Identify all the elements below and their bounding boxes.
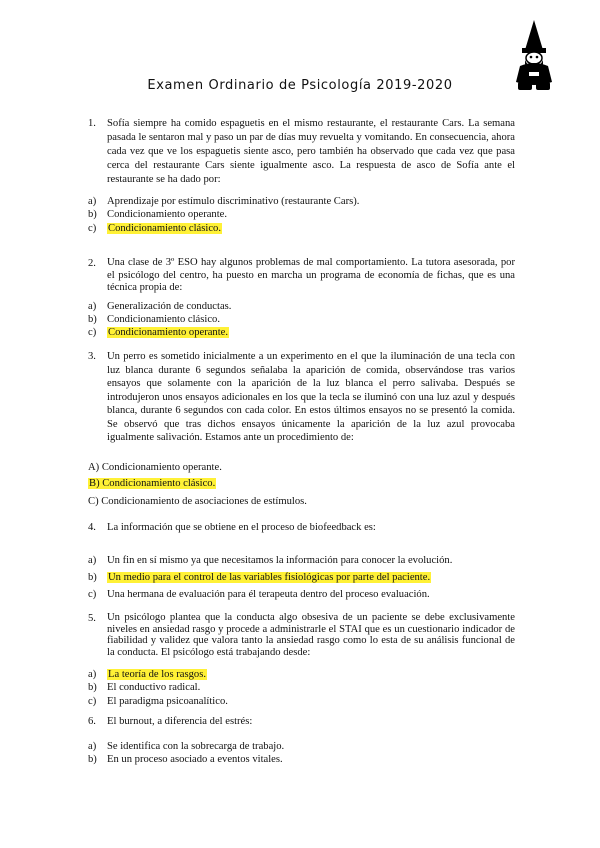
q5-option-b-letter: b) xyxy=(88,682,97,693)
q1-option-a: Aprendizaje por estímulo discriminativo (restaurante Cars). xyxy=(107,196,360,207)
q5-option-a-highlighted: La teoría de los rasgos. xyxy=(108,669,206,680)
q1-option-c-letter: c) xyxy=(88,223,97,234)
q4-option-b-highlighted: Un medio para el control de las variables fisiológicas por parte del paciente. xyxy=(108,572,431,583)
q5-option-b: El conductivo radical. xyxy=(107,682,201,693)
q5-option-a-letter: a) xyxy=(88,669,97,680)
q2-option-a: Generalización de conductas. xyxy=(107,301,232,312)
q5-option-c-letter: c) xyxy=(88,696,97,707)
question-4-text: La información que se obtiene en el proceso de biofeedback es: xyxy=(107,522,376,533)
question-2-number: 2. xyxy=(88,258,96,269)
q2-option-b: Condicionamiento clásico. xyxy=(107,314,220,325)
q2-option-c-letter: c) xyxy=(88,327,97,338)
question-5-text: Un psicólogo plantea que la conducta algo obsesiva de un paciente se debe exclusivamente niveles en ansiedad rasgo y procede a administrarle el STAI que es un cuestionario indicador de fiabilidad y validez que valora tanto la ansiedad rasgo como lo esta de su análisis funcional de la conducta. El psicólogo está trabajando desde: xyxy=(107,612,515,658)
question-3-text: Un perro es sometido inicialmente a un experimento en el que la iluminación de una tecla con luz blanca durante 6 segundos señalaba la aparición de comida, observándose tras varios ensayos que solamente con la aparición de la luz blanca el perro salivaba. Después se introdujeron unos ensayos adicionales en los que la tecla se iluminó con una luz azul y después blanca, durante 6 segundos con cada color. En estos últimos ensayos no se presentó la comida. Se observó que tras dichos ensayos únicamente la aparición de la luz azul provocaba igualmente salivación. Estamos ante un procedimiento de: xyxy=(107,351,515,443)
q6-option-b-letter: b) xyxy=(88,754,97,765)
q4-option-a-letter: a) xyxy=(88,555,97,566)
question-5-number: 5. xyxy=(88,613,96,624)
q4-option-a: Un fin en sí mismo ya que necesitamos la información para conocer la evolución. xyxy=(107,555,453,566)
question-1-number: 1. xyxy=(88,118,96,129)
q1-option-b: Condicionamiento operante. xyxy=(107,209,228,220)
q3-option-a: A) Condicionamiento operante. xyxy=(88,462,222,473)
q1-option-c-highlighted: Condicionamiento clásico. xyxy=(108,223,221,234)
question-6-text: El burnout, a diferencia del estrés: xyxy=(107,716,253,727)
q2-option-a-letter: a) xyxy=(88,301,97,312)
q3-option-c: C) Condicionamiento de asociaciones de estímulos. xyxy=(88,496,307,507)
question-3-number: 3. xyxy=(88,351,96,362)
q6-option-a-letter: a) xyxy=(88,741,97,752)
q1-option-b-letter: b) xyxy=(88,209,97,220)
q3-option-b-highlighted: B) Condicionamiento clásico. xyxy=(89,478,216,489)
q5-option-c: El paradigma psicoanalítico. xyxy=(107,696,228,707)
q4-option-c-letter: c) xyxy=(88,589,97,600)
q4-option-b-letter: b) xyxy=(88,572,97,583)
q6-option-b: En un proceso asociado a eventos vitales. xyxy=(107,754,283,765)
question-4-number: 4. xyxy=(88,522,96,533)
q6-option-a: Se identifica con la sobrecarga de trabajo. xyxy=(107,741,285,752)
q2-option-b-letter: b) xyxy=(88,314,97,325)
question-6-number: 6. xyxy=(88,716,96,727)
exam-title: Examen Ordinario de Psicología 2019-2020 xyxy=(147,78,453,93)
q4-option-c: Una hermana de evaluación para él terapeuta dentro del proceso evaluación. xyxy=(107,589,430,600)
question-1-text: Sofía siempre ha comido espaguetis en el mismo restaurante, el restaurante Cars. La semana pasada le sentaron mal y paso un par de días muy revuelta y vomitando. En consecuencia, ahora cada vez que ve los espaguetis siente asco, pero también ha observado que cada vez que pasa cerca del restaurante Cars siente igualmente asco. La respuesta de asco de Sofía ante el restaurante se ha dado por: xyxy=(107,118,515,185)
q2-option-c-highlighted: Condicionamiento operante. xyxy=(108,327,229,338)
question-2-text: Una clase de 3º ESO hay algunos problemas de mal comportamiento. La tutora asesorada, por el psicólogo del centro, ha puesto en marcha un programa de economía de fichas, que es una técnica propia de: xyxy=(107,257,515,293)
q1-option-a-letter: a) xyxy=(88,196,97,207)
